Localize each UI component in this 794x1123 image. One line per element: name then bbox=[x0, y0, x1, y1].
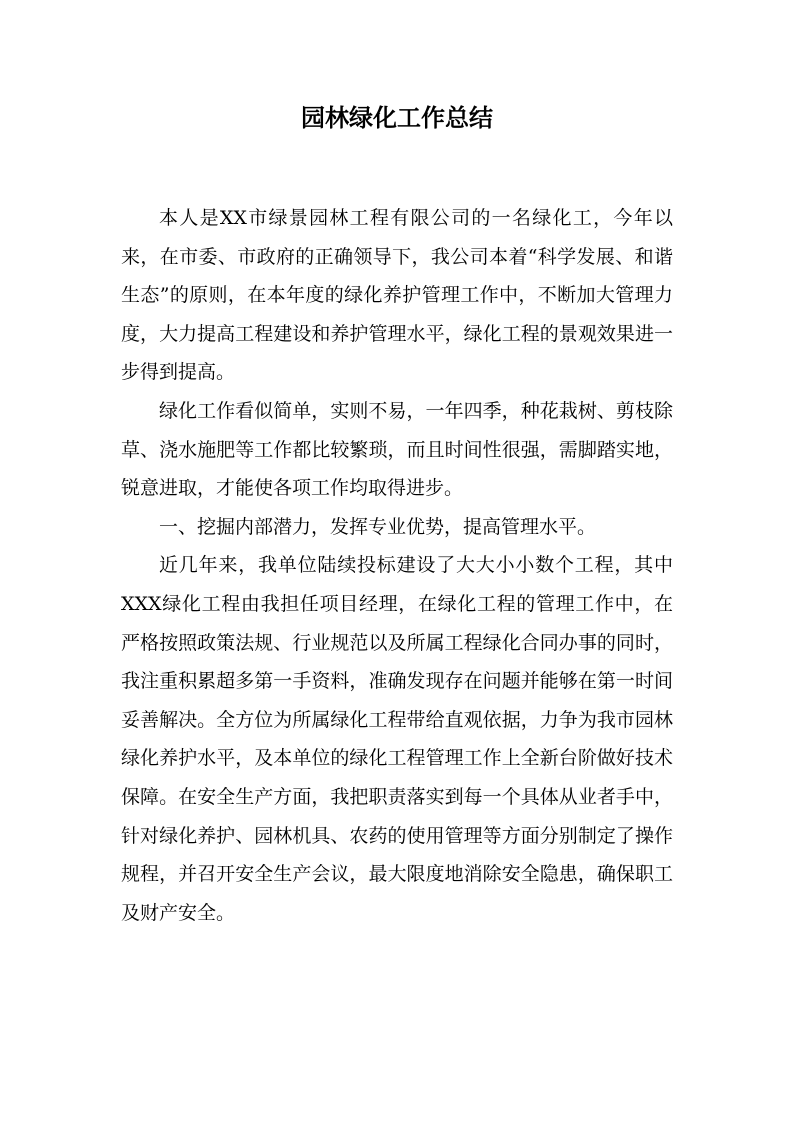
paragraph-intro: 本人是XX市绿景园林工程有限公司的一名绿化工，今年以来，在市委、市政府的正确领导下，我公司本着“科学发展、和谐生态”的原则，在本年度的绿化养护管理工作中，不断加大管理力度，大力提高工程建设和养护管理水平，绿化工程的景观效果进一步得到提高。 bbox=[121, 207, 673, 384]
document-body bbox=[121, 199, 673, 932]
paragraph-project-management: 近几年来，我单位陆续投标建设了大大小小数个工程，其中XXX绿化工程由我担任项目经理，在绿化工程的管理工作中，在严格按照政策法规、行业规范以及所属工程绿化合同办事的同时，我注重积累超多第一手资料，准确发现存在问题并能够在第一时间妥善解决。全方位为所属绿化工程带给直观依据，力争为我市园林绿化养护水平，及本单位的绿化工程管理工作上全新台阶做好技术保障。在安全生产方面，我把职责落实到每一个具体从业者手中，针对绿化养护、园林机具、农药的使用管理等方面分别制定了操作规程，并召开安全生产会议，最大限度地消除安全隐患，确保职工及财产安全。 bbox=[121, 554, 673, 924]
document-title: 园林绿化工作总结 bbox=[301, 104, 493, 132]
section-heading-1: 一、挖掘内部潜力，发挥专业优势，提高管理水平。 bbox=[159, 515, 597, 538]
paragraph-work-overview: 绿化工作看似简单，实则不易，一年四季，种花栽树、剪枝除草、浇水施肥等工作都比较繁琐，而且时间性很强，需脚踏实地，锐意进取，才能使各项工作均取得进步。 bbox=[121, 399, 673, 500]
